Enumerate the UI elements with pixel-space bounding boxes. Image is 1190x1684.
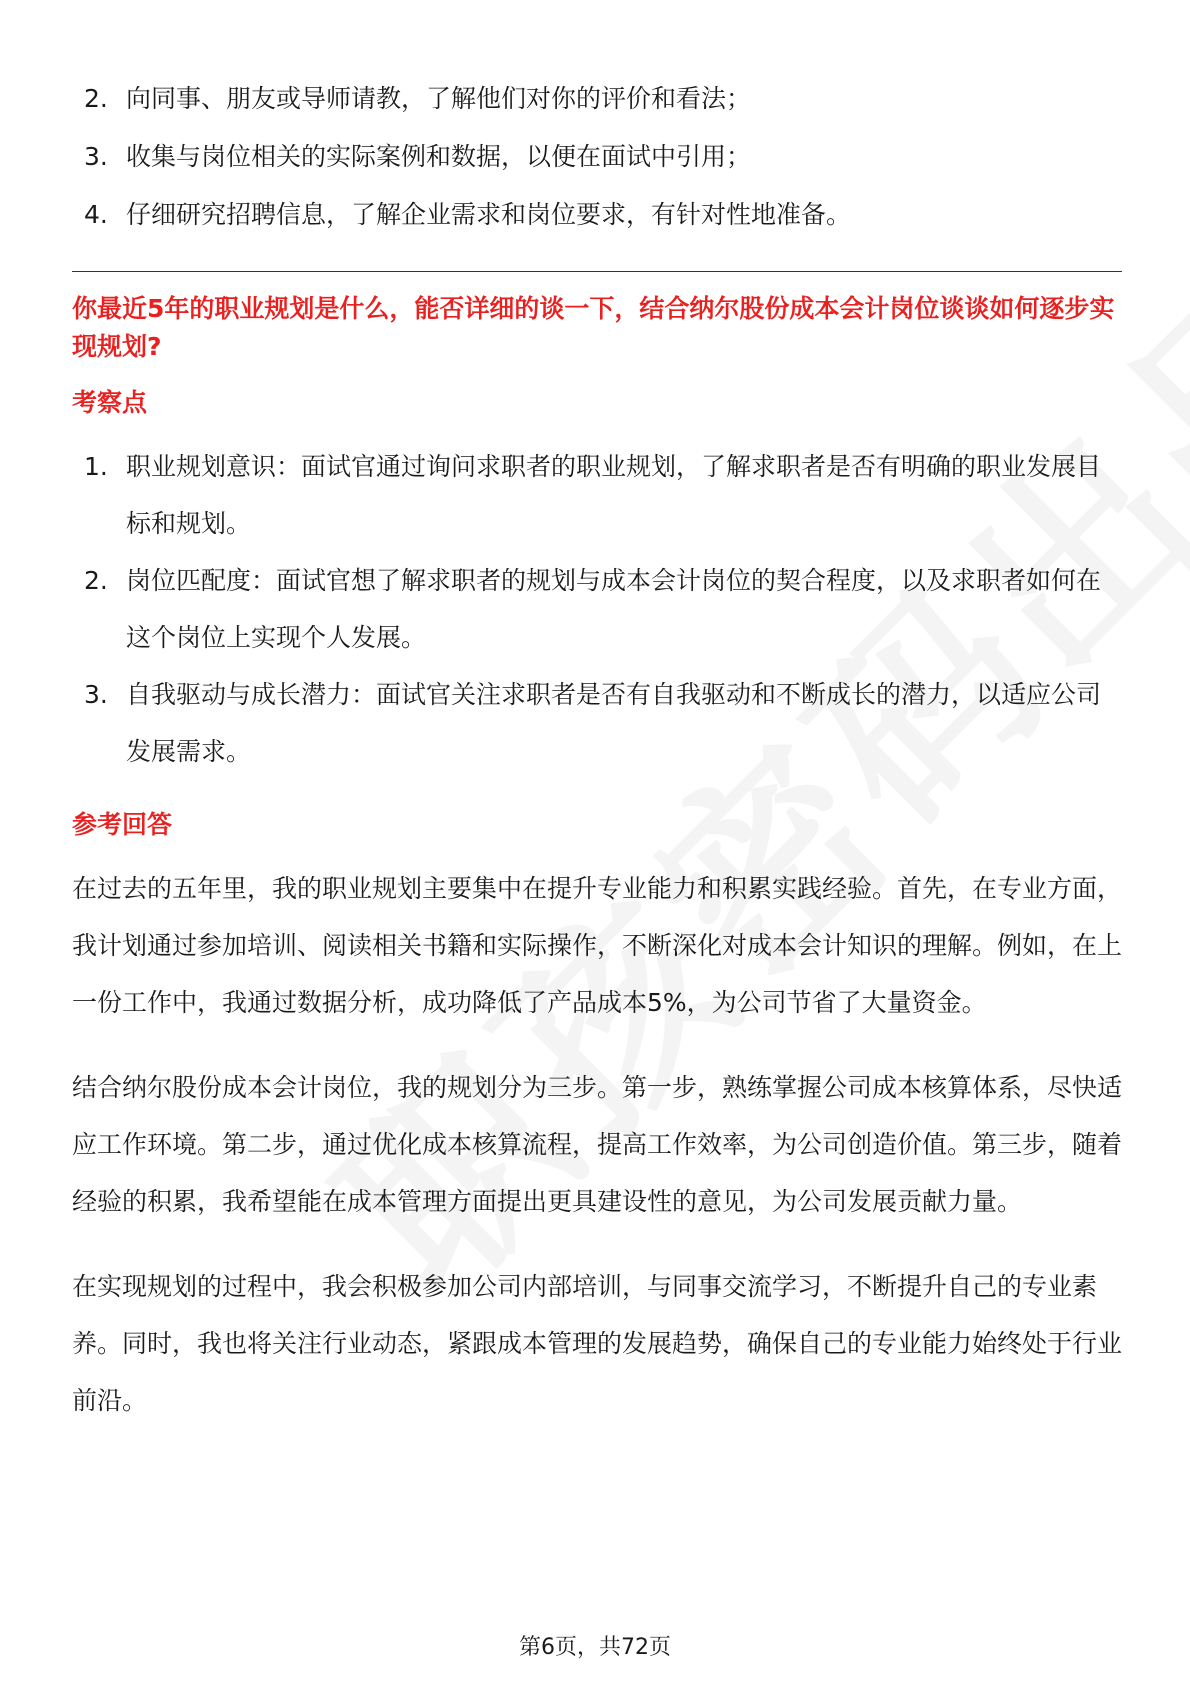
assessment-title: 考察点 <box>72 388 148 417</box>
list-number: 3. <box>84 680 108 709</box>
section-divider <box>72 271 1122 272</box>
list-text: 仔细研究招聘信息，了解企业需求和岗位要求，有针对性地准备。 <box>126 200 852 229</box>
list-text: 向同事、朋友或导师请教，了解他们对你的评价和看法； <box>126 84 752 113</box>
list-item <box>72 70 1122 127</box>
list-number: 4. <box>84 200 108 229</box>
list-item <box>72 666 1122 780</box>
preparation-list <box>72 70 1122 243</box>
page-content <box>72 70 1122 1457</box>
assessment-list <box>72 438 1122 780</box>
list-number: 1. <box>84 452 108 481</box>
page-number: 第6页，共72页 <box>519 1635 671 1660</box>
list-text: 自我驱动与成长潜力：面试官关注求职者是否有自我驱动和不断成长的潜力，以适应公司发展需求。 <box>126 680 1102 766</box>
answer-title: 参考回答 <box>72 810 173 839</box>
answer-paragraph: 结合纳尔股份成本会计岗位，我的规划分为三步。第一步，熟练掌握公司成本核算体系，尽快适应工作环境。第二步，通过优化成本核算流程，提高工作效率，为公司创造价值。第三步，随着经验的积累，我希望能在成本管理方面提出更具建设性的意见，为公司发展贡献力量。 <box>72 1073 1123 1216</box>
list-number: 3. <box>84 142 108 171</box>
list-text: 岗位匹配度：面试官想了解求职者的规划与成本会计岗位的契合程度，以及求职者如何在这个岗位上实现个人发展。 <box>126 566 1102 652</box>
answer-paragraph: 在实现规划的过程中，我会积极参加公司内部培训，与同事交流学习，不断提升自己的专业素养。同时，我也将关注行业动态，紧跟成本管理的发展趋势，确保自己的专业能力始终处于行业前沿。 <box>72 1272 1123 1415</box>
list-item <box>72 128 1122 185</box>
list-number: 2. <box>84 566 108 595</box>
list-number: 2. <box>84 84 108 113</box>
list-text: 职业规划意识：面试官通过询问求职者的职业规划，了解求职者是否有明确的职业发展目标和规划。 <box>126 452 1102 538</box>
interview-question: 你最近5年的职业规划是什么，能否详细的谈一下，结合纳尔股份成本会计岗位谈谈如何逐步实现规划? <box>72 294 1115 361</box>
list-item <box>72 438 1122 552</box>
list-text: 收集与岗位相关的实际案例和数据，以便在面试中引用； <box>126 142 752 171</box>
list-item <box>72 186 1122 243</box>
list-item <box>72 552 1122 666</box>
answer-paragraph: 在过去的五年里，我的职业规划主要集中在提升专业能力和积累实践经验。首先，在专业方面，我计划通过参加培训、阅读相关书籍和实际操作，不断深化对成本会计知识的理解。例如，在上一份工作中，我通过数据分析，成功降低了产品成本5%，为公司节省了大量资金。 <box>72 874 1123 1017</box>
